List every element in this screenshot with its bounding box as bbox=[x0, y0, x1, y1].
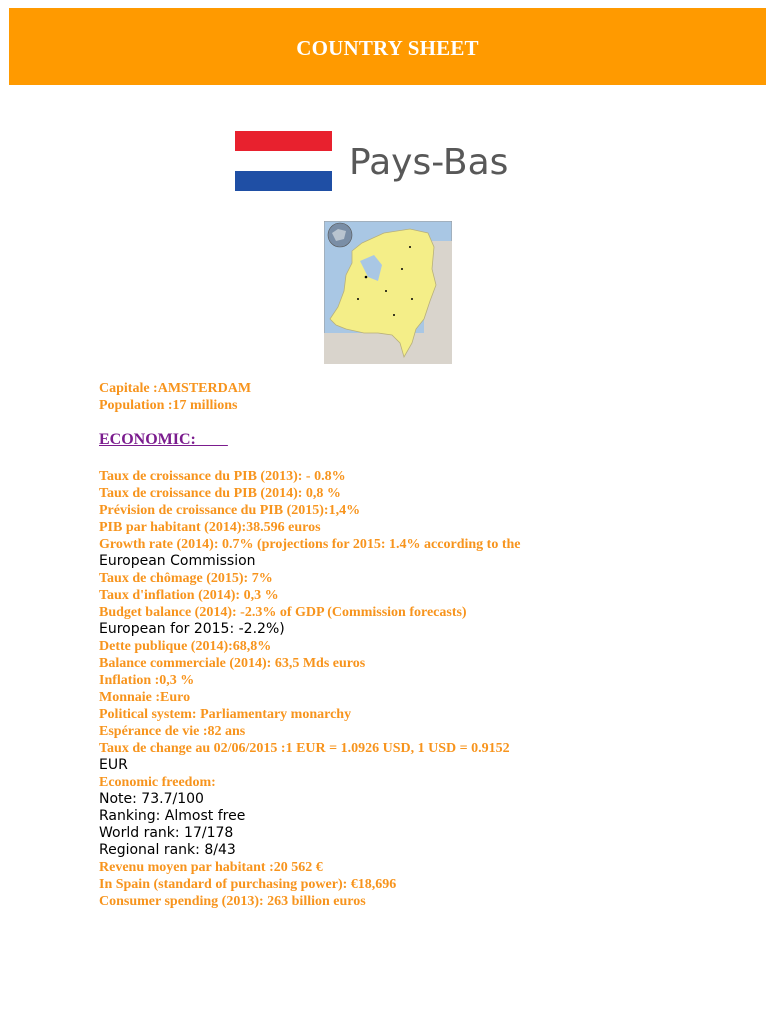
detail-line: Taux de croissance du PIB (2013): - 0.8% bbox=[99, 469, 346, 484]
detail-line: European for 2015: -2.2%) bbox=[99, 621, 285, 637]
detail-line: PIB par habitant (2014):38.596 euros bbox=[99, 520, 321, 535]
population-line: Population :17 millions bbox=[99, 398, 238, 413]
detail-line: Budget balance (2014): -2.3% of GDP (Commission forecasts) bbox=[99, 605, 467, 620]
detail-line: Balance commerciale (2014): 63,5 Mds euros bbox=[99, 656, 366, 671]
detail-line: Revenu moyen par habitant :20 562 € bbox=[99, 860, 323, 875]
detail-line: In Spain (standard of purchasing power): €18,696 bbox=[99, 877, 397, 892]
detail-line: Growth rate (2014): 0.7% (projections for 2015: 1.4% according to the bbox=[99, 537, 521, 552]
detail-line: Prévision de croissance du PIB (2015):1,4% bbox=[99, 503, 361, 518]
detail-line: Regional rank: 8/43 bbox=[99, 842, 236, 858]
detail-line: Taux de chômage (2015): 7% bbox=[99, 571, 273, 586]
country-name: Pays-Bas bbox=[349, 142, 509, 183]
detail-line: Espérance de vie :82 ans bbox=[99, 724, 246, 739]
detail-line: EUR bbox=[99, 757, 128, 773]
country-map bbox=[324, 221, 452, 364]
capital-line: Capitale :AMSTERDAM bbox=[99, 381, 252, 396]
detail-line: Economic freedom: bbox=[99, 775, 216, 790]
detail-line: Note: 73.7/100 bbox=[99, 791, 204, 807]
detail-line: Dette publique (2014):68,8% bbox=[99, 639, 272, 654]
detail-line: Taux de change au 02/06/2015 :1 EUR = 1.0926 USD, 1 USD = 0.9152 bbox=[99, 741, 510, 756]
detail-line: Taux de croissance du PIB (2014): 0,8 % bbox=[99, 486, 341, 501]
detail-line: Monnaie :Euro bbox=[99, 690, 191, 705]
detail-line: Taux d'inflation (2014): 0,3 % bbox=[99, 588, 279, 603]
section-economic-heading: ECONOMIC: bbox=[99, 431, 228, 448]
detail-line: Consumer spending (2013): 263 billion euros bbox=[99, 894, 366, 909]
detail-line: Political system: Parliamentary monarchy bbox=[99, 707, 352, 722]
page-title: COUNTRY SHEET bbox=[296, 36, 479, 60]
detail-line: Inflation :0,3 % bbox=[99, 673, 195, 688]
detail-line: European Commission bbox=[99, 553, 256, 569]
header-banner bbox=[9, 8, 766, 85]
netherlands-flag bbox=[235, 131, 332, 191]
detail-line: Ranking: Almost free bbox=[99, 808, 246, 824]
detail-line: World rank: 17/178 bbox=[99, 825, 234, 841]
country-details bbox=[99, 380, 739, 910]
